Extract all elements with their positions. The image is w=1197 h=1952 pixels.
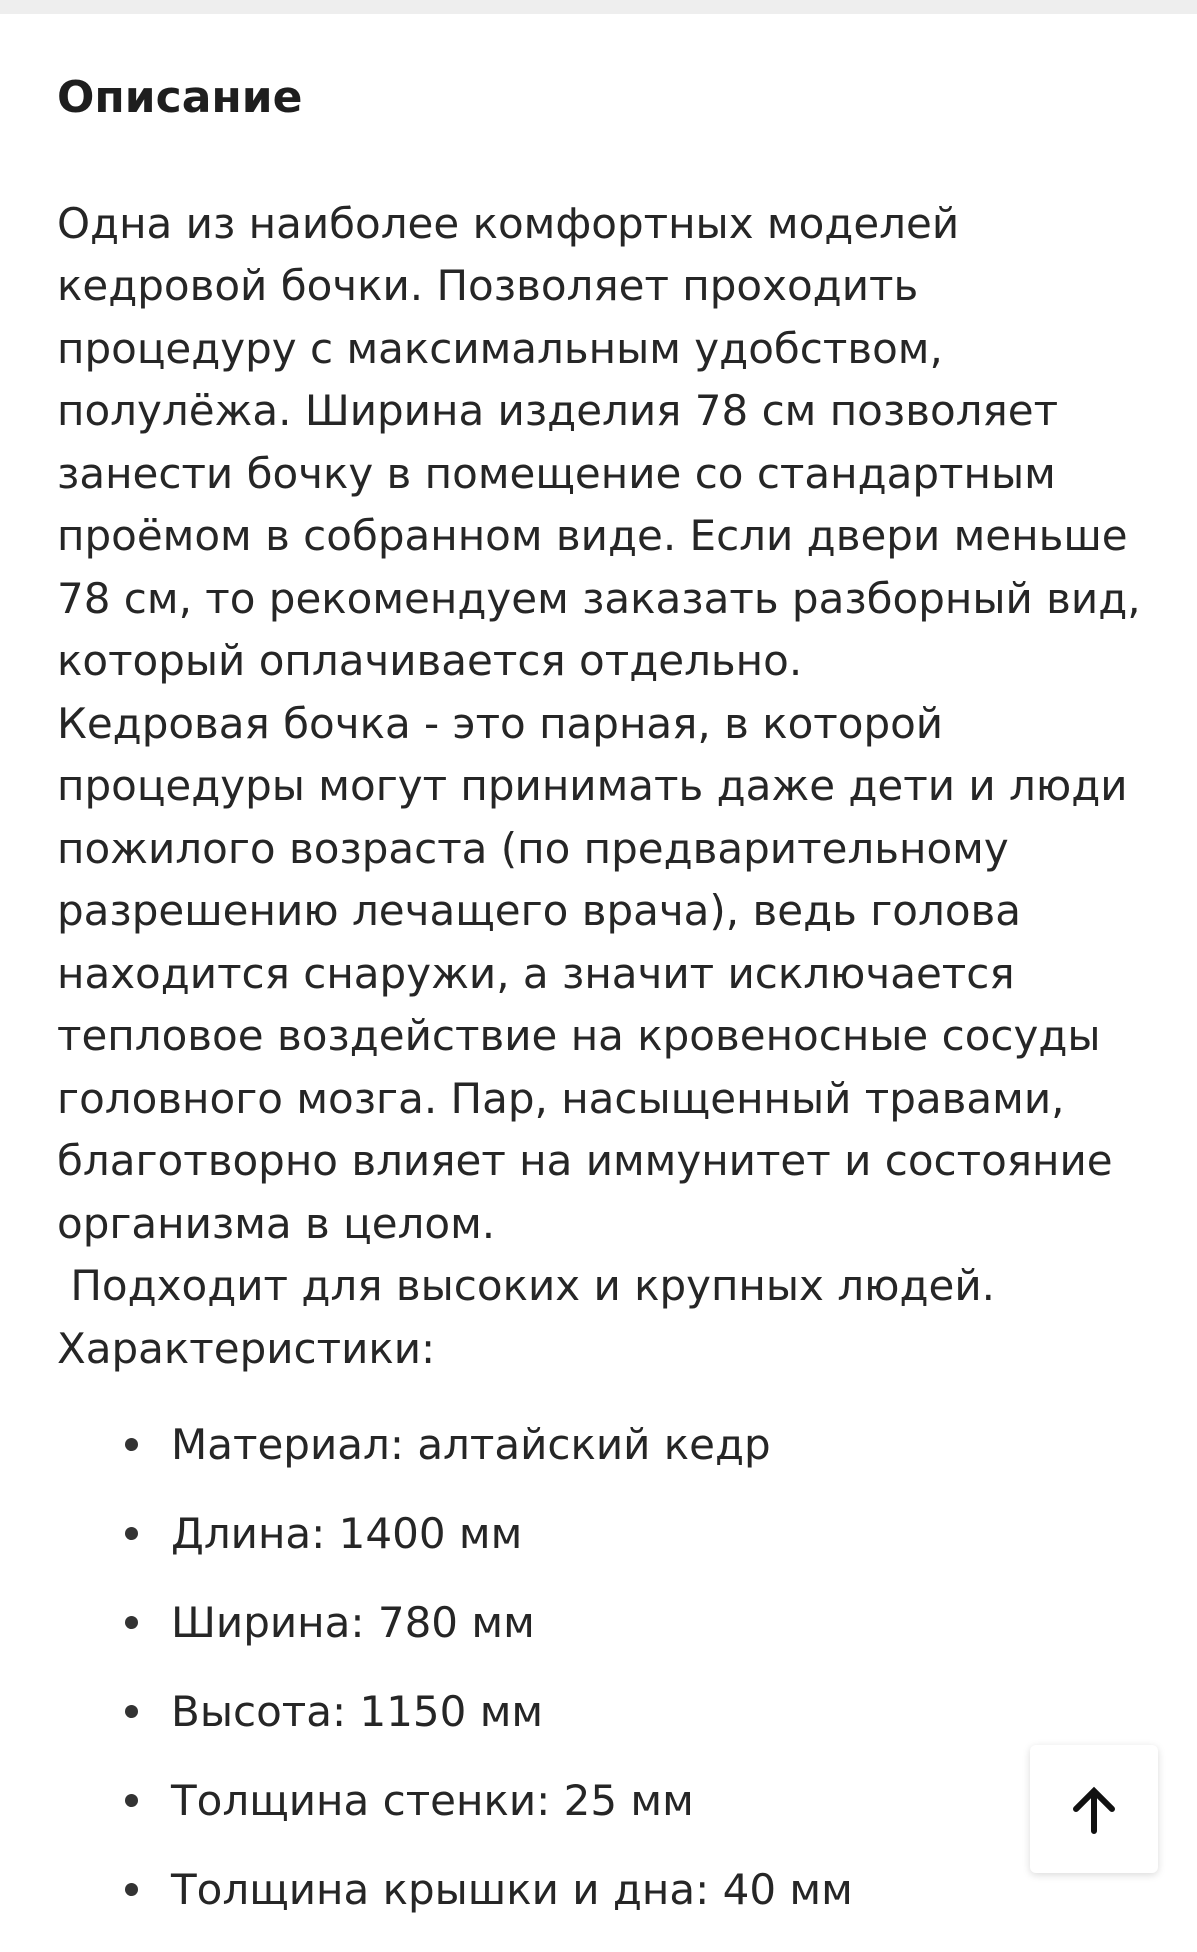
bullet-icon [125, 1527, 138, 1540]
section-title: Описание [57, 72, 303, 123]
spec-text: Толщина крышки и дна: 40 мм [171, 1865, 853, 1915]
description-line: полулёжа. Ширина изделия 78 см позволяет [57, 386, 1059, 436]
description-line: благотворно влияет на иммунитет и состояние [57, 1136, 1113, 1186]
spec-text: Толщина стенки: 25 мм [171, 1776, 694, 1826]
description-text [57, 193, 1157, 1381]
spec-item-wall-thickness [57, 1756, 1157, 1845]
description-section [57, 60, 1157, 1934]
description-line: разрешению лечащего врача), ведь голова [57, 886, 1022, 936]
spec-text: Длина: 1400 мм [171, 1509, 523, 1559]
description-line: процедуру с максимальным удобством, [57, 323, 943, 373]
description-line: кедровой бочки. Позволяет проходить [57, 261, 919, 311]
bullet-icon [125, 1705, 138, 1718]
spec-text: Ширина: 780 мм [171, 1598, 535, 1648]
spec-item-height [57, 1667, 1157, 1756]
scroll-to-top-button[interactable] [1030, 1745, 1158, 1873]
spec-text: Высота: 1150 мм [171, 1687, 544, 1737]
description-line: который оплачивается отдельно. [57, 636, 803, 686]
description-line: процедуры могут принимать даже дети и люди [57, 761, 1128, 811]
spec-item-length [57, 1489, 1157, 1578]
description-line: организма в целом. [57, 1198, 496, 1248]
arrow-up-icon [1066, 1781, 1122, 1837]
spec-text: Материал: алтайский кедр [171, 1420, 771, 1470]
description-line: занести бочку в помещение со стандартным [57, 448, 1056, 498]
bullet-icon [125, 1616, 138, 1629]
description-line: Кедровая бочка - это парная, в которой [57, 698, 944, 748]
spec-item-material [57, 1400, 1157, 1489]
specs-heading: Характеристики: [57, 1323, 436, 1373]
description-line: пожилого возраста (по предварительному [57, 823, 1009, 873]
description-line: тепловое воздействие на кровеносные сосуды [57, 1011, 1101, 1061]
description-line: Подходит для высоких и крупных людей. [57, 1261, 995, 1311]
description-line: проёмом в собранном виде. Если двери меньше [57, 511, 1128, 561]
bullet-icon [125, 1438, 138, 1451]
spec-item-width [57, 1578, 1157, 1667]
description-line: находится снаружи, а значит исключается [57, 948, 1015, 998]
description-line: головного мозга. Пар, насыщенный травами, [57, 1073, 1065, 1123]
specs-list [57, 1400, 1157, 1934]
description-line: 78 см, то рекомендуем заказать разборный вид, [57, 573, 1141, 623]
bullet-icon [125, 1883, 138, 1896]
spec-item-lid-bottom-thickness [57, 1845, 1157, 1934]
bullet-icon [125, 1794, 138, 1807]
top-divider-strip [0, 0, 1197, 14]
description-line: Одна из наиболее комфортных моделей [57, 198, 960, 248]
